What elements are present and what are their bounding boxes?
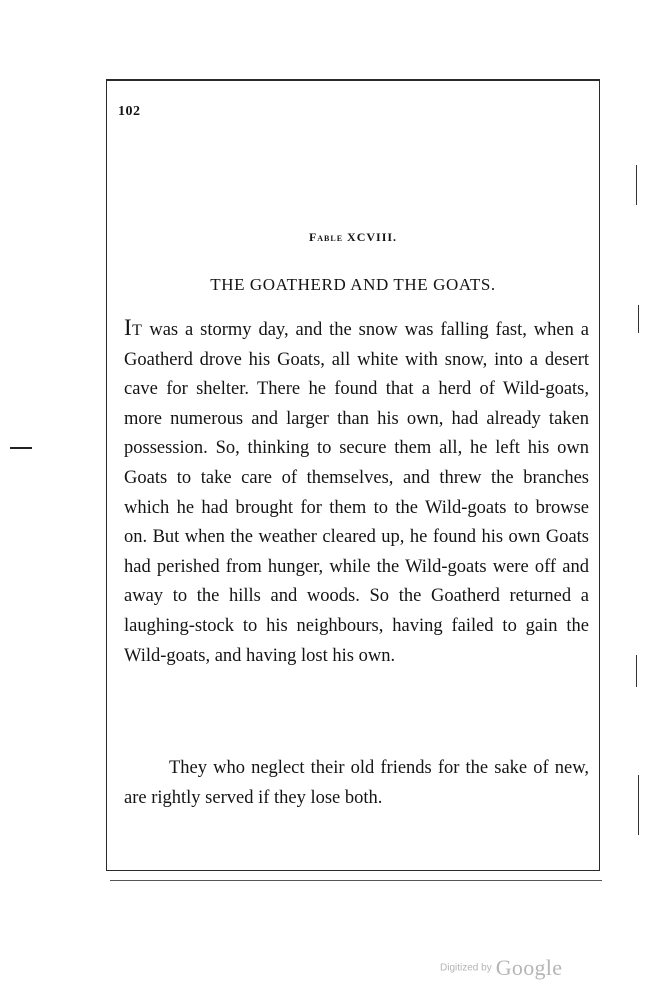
digitized-prefix: Digitized by [440, 962, 492, 974]
edge-mark [636, 655, 637, 687]
fable-moral: They who neglect their old friends for the sake of new, are rightly served if they lose both. [124, 758, 589, 808]
page-number: 102 [118, 104, 141, 119]
fable-title: THE GOATHERD AND THE GOATS. [210, 275, 496, 294]
margin-mark [10, 447, 32, 449]
fable-body [124, 313, 589, 671]
fable-number-label: Fable XCVIII. [308, 230, 398, 244]
bottom-rule [110, 880, 602, 881]
fable-number [106, 230, 600, 245]
edge-mark [638, 305, 639, 333]
edge-mark [638, 775, 639, 835]
digitized-credit [440, 955, 562, 981]
google-logo: Google [495, 955, 563, 980]
fable-body-first-word: It [124, 315, 143, 340]
fable-body-text: was a stormy day, and the snow was falling fast, when a Goatherd drove his Goats, all white with snow, into a desert cave for shelter. There he found that a herd of Wild-goats, more numerous and larger than his own, had already taken possession. So, thinking to secure them all, he left his own Goats to take care of themselves, and threw the branches which he had brought for them to the Wild-goats to browse on. But when the weather cleared up, he found his own Goats had perished from hunger, while the Wild-goats were off and away to the hills and woods. So the Goatherd returned a laughing-stock to his neighbours, having failed to gain the Wild-goats, and having lost his own. [124, 320, 589, 666]
edge-mark [636, 165, 637, 205]
